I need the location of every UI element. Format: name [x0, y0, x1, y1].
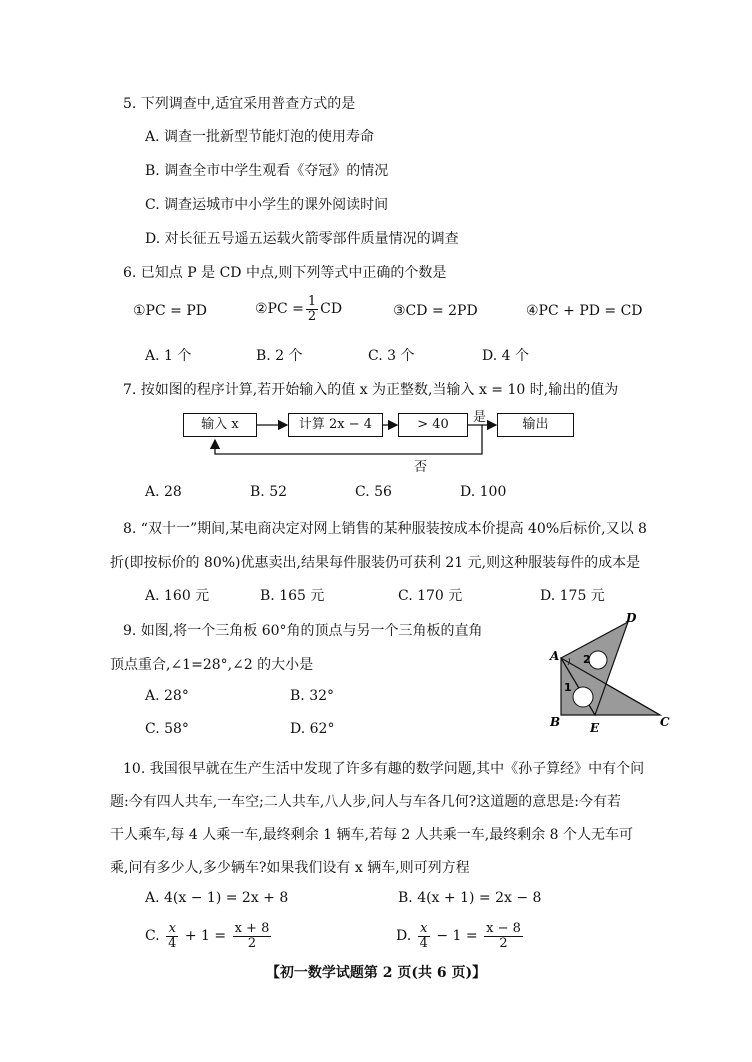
- q6-option-c: C. 3 个: [368, 348, 415, 364]
- point-label-a: A: [550, 649, 560, 663]
- q9-option-a: A. 28°: [145, 688, 189, 704]
- q8-option-b: B. 165 元: [260, 588, 325, 604]
- point-label-e: E: [590, 721, 600, 735]
- q6-equation-3: ③CD = 2PD: [393, 303, 478, 319]
- q9-triangle-figure: [540, 610, 680, 735]
- q10-option-d: [396, 922, 525, 950]
- q9-stem-line-2: 顶点重合,∠1=28°,∠2 的大小是: [110, 657, 314, 673]
- q8-stem-line-2: 折(即按标价的 80%)优惠卖出,结果每件服装仍可获利 21 元,则这种服装每件的成本是: [110, 555, 641, 571]
- q7-flowchart-lines: [0, 0, 752, 480]
- q7-option-c: C. 56: [355, 484, 392, 500]
- q5-stem: 5. 下列调查中,适宜采用普查方式的是: [123, 96, 356, 112]
- q10-option-d-fraction-2: [484, 922, 523, 950]
- q10-option-c-num-1: x: [166, 922, 178, 937]
- flow-output-box: [497, 413, 574, 437]
- q10-option-d-num-1: x: [418, 922, 430, 937]
- q6-equation-4: ④PC + PD = CD: [526, 303, 643, 319]
- q10-option-d-middle: − 1 =: [436, 928, 478, 945]
- q10-option-c-fraction-1: [166, 922, 178, 950]
- point-label-c: C: [660, 715, 670, 729]
- triangle-hole-upper: [589, 651, 607, 669]
- q10-stem-line-4: 乘,问有多少人,多少辆车?如果我们设有 x 辆车,则可列方程: [110, 860, 470, 876]
- q10-option-c-letter: C.: [145, 928, 160, 945]
- flow-compute-box: [288, 413, 383, 437]
- q6-option-d: D. 4 个: [482, 348, 529, 364]
- point-label-d: D: [626, 611, 637, 625]
- q9-option-d: D. 62°: [290, 721, 335, 737]
- flow-yes-label: 是: [473, 410, 487, 425]
- q10-option-c: [145, 922, 273, 950]
- q7-option-b: B. 52: [250, 484, 288, 500]
- flow-compare-label: > 40: [417, 417, 449, 432]
- q5-option-a: A. 调查一批新型节能灯泡的使用寿命: [145, 129, 375, 145]
- q6-eq2-left: ②PC =: [255, 301, 304, 318]
- q7-option-d: D. 100: [460, 484, 507, 500]
- q9-option-c: C. 58°: [145, 721, 189, 737]
- q6-eq2-numerator: 1: [307, 294, 317, 309]
- q6-option-a: A. 1 个: [145, 348, 192, 364]
- angle-label-1: 1: [564, 681, 572, 694]
- q10-option-d-den-2: 2: [499, 935, 508, 951]
- flow-input-label: 输入 x: [201, 417, 239, 432]
- q7-stem: 7. 按如图的程序计算,若开始输入的值 x 为正整数,当输入 x = 10 时,输出的值为: [123, 382, 619, 398]
- q9-option-b: B. 32°: [290, 688, 335, 704]
- angle-label-2: 2: [583, 653, 591, 666]
- q10-option-c-den-1: 4: [168, 935, 177, 951]
- q7-option-a: A. 28: [145, 484, 182, 500]
- flow-compute-label: 计算 2x − 4: [298, 417, 373, 432]
- q10-stem-line-3: 干人乘车,每 4 人乘一车,最终剩余 1 辆车,若每 2 人共乘一车,最终剩余 8 个人无车可: [110, 827, 634, 843]
- page-footer: 【初一数学试题第 2 页(共 6 页)】: [265, 965, 487, 981]
- q10-option-c-num-2: x + 8: [234, 921, 270, 936]
- q5-option-c: C. 调查运城市中小学生的课外阅读时间: [145, 197, 389, 213]
- q10-option-d-letter: D.: [396, 928, 412, 945]
- q6-eq2-right: CD: [320, 301, 343, 318]
- flow-no-label: 否: [414, 460, 428, 475]
- q5-option-d: D. 对长征五号遥五运载火箭零部件质量情况的调查: [145, 231, 459, 247]
- q8-option-d: D. 175 元: [540, 588, 605, 604]
- q6-equation-1: ①PC = PD: [133, 303, 207, 319]
- q6-stem: 6. 已知点 P 是 CD 中点,则下列等式中正确的个数是: [123, 265, 447, 281]
- q10-option-a: A. 4(x − 1) = 2x + 8: [145, 890, 289, 906]
- q10-stem-line-2: 题:今有四人共车,一车空;二人共车,八人步,问人与车各几何?这道题的意思是:今有若: [110, 794, 622, 810]
- q8-stem-line-1: 8. “双十一”期间,某电商决定对网上销售的某种服装按成本价提高 40%后标价,又以 8: [123, 521, 647, 537]
- q10-stem-line-1: 10. 我国很早就在生产生活中发现了许多有趣的数学问题,其中《孙子算经》中有个问: [123, 761, 645, 777]
- q8-option-c: C. 170 元: [398, 588, 463, 604]
- q10-option-d-fraction-1: [418, 922, 430, 950]
- q8-option-a: A. 160 元: [145, 588, 210, 604]
- q5-option-b: B. 调查全市中学生观看《夺冠》的情况: [145, 163, 389, 179]
- flow-input-box: [183, 413, 257, 437]
- q10-option-c-den-2: 2: [247, 935, 257, 951]
- q10-option-c-fraction-2: [233, 922, 272, 950]
- q10-option-c-middle: + 1 =: [184, 928, 227, 945]
- q10-option-d-den-1: 4: [419, 935, 428, 951]
- q6-eq2-denominator: 2: [307, 308, 317, 324]
- q9-stem-line-1: 9. 如图,将一个三角板 60°角的顶点与另一个三角板的直角: [123, 623, 483, 639]
- q10-option-d-num-2: x − 8: [486, 921, 521, 936]
- triangle-hole-lower: [573, 687, 593, 707]
- q10-option-b: B. 4(x + 1) = 2x − 8: [398, 890, 542, 906]
- flow-output-label: 输出: [522, 417, 549, 432]
- flow-compare-box: [398, 413, 468, 437]
- point-label-b: B: [550, 715, 561, 729]
- q6-option-b: B. 2 个: [256, 348, 303, 364]
